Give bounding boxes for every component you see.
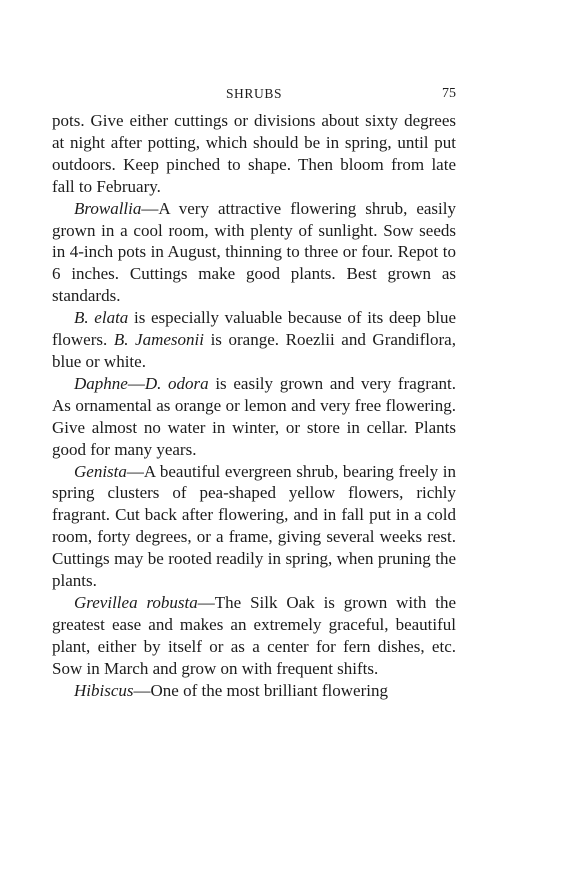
paragraph-b-elata [52, 307, 456, 373]
running-title: SHRUBS [225, 86, 283, 101]
running-head [52, 86, 456, 106]
plant-name: Genista [74, 461, 127, 481]
paragraph-text: is orange. Roezlii and Grandiflora, blue or white. [52, 330, 456, 371]
body-text [52, 110, 456, 701]
paragraph-text: pots. Give either cuttings or divisions about sixty degrees at night after potting, which should be in spring, until put outdoors. Keep pinched to shape. Then bloom from late fall to February. [52, 111, 456, 196]
plant-name: Daphne [74, 373, 128, 393]
paragraph-text: is especially valuable because of its deep blue flowers. [52, 308, 456, 350]
paragraph-grevillea [52, 592, 456, 680]
paragraph-text: is easily grown and very fragrant. As ornamental as orange or lemon and very free flowering. Give almost no water in winter, or store in cellar. Plants good for many years. [52, 373, 456, 459]
paragraph-text: —A beautiful evergreen shrub, bearing freely in spring clusters of pea-shaped yellow flowers, richly fragrant. Cut back after flowering, and in fall put in a cold room, forty degrees, or a frame, giving several weeks rest. Cuttings may be rooted readily in spring, when pruning the plants. [52, 461, 456, 591]
paragraph-text: —The Silk Oak is grown with the greatest ease and makes an extremely graceful, beautiful plant, either by itself or as a center for fern dishes, etc. Sow in March and grow on with frequent shifts. [52, 592, 456, 678]
paragraph-browallia [52, 198, 456, 308]
plant-name: Browallia [74, 198, 142, 218]
paragraph-continuation [52, 110, 456, 198]
plant-name: Grevillea robusta [74, 592, 198, 612]
plant-name: B. Jamesonii [113, 330, 204, 350]
paragraph-genista [52, 461, 456, 592]
page-number: 75 [442, 86, 456, 101]
plant-name: D. odora [144, 373, 209, 393]
paragraph-daphne [52, 373, 456, 461]
plant-name: B. elata [74, 308, 129, 328]
plant-name: Hibiscus [74, 680, 134, 700]
paragraph-text: — [127, 373, 145, 393]
paragraph-hibiscus [52, 680, 456, 702]
paragraph-text: —A very attractive flowering shrub, easily grown in a cool room, with plenty of sunlight. Sow seeds in 4-inch pots in August, thinning to three or four. Repot to 6 inches. Cuttings make good plants. Best grown as standards. [52, 198, 456, 306]
paragraph-text: —One of the most brilliant flowering [133, 680, 388, 700]
